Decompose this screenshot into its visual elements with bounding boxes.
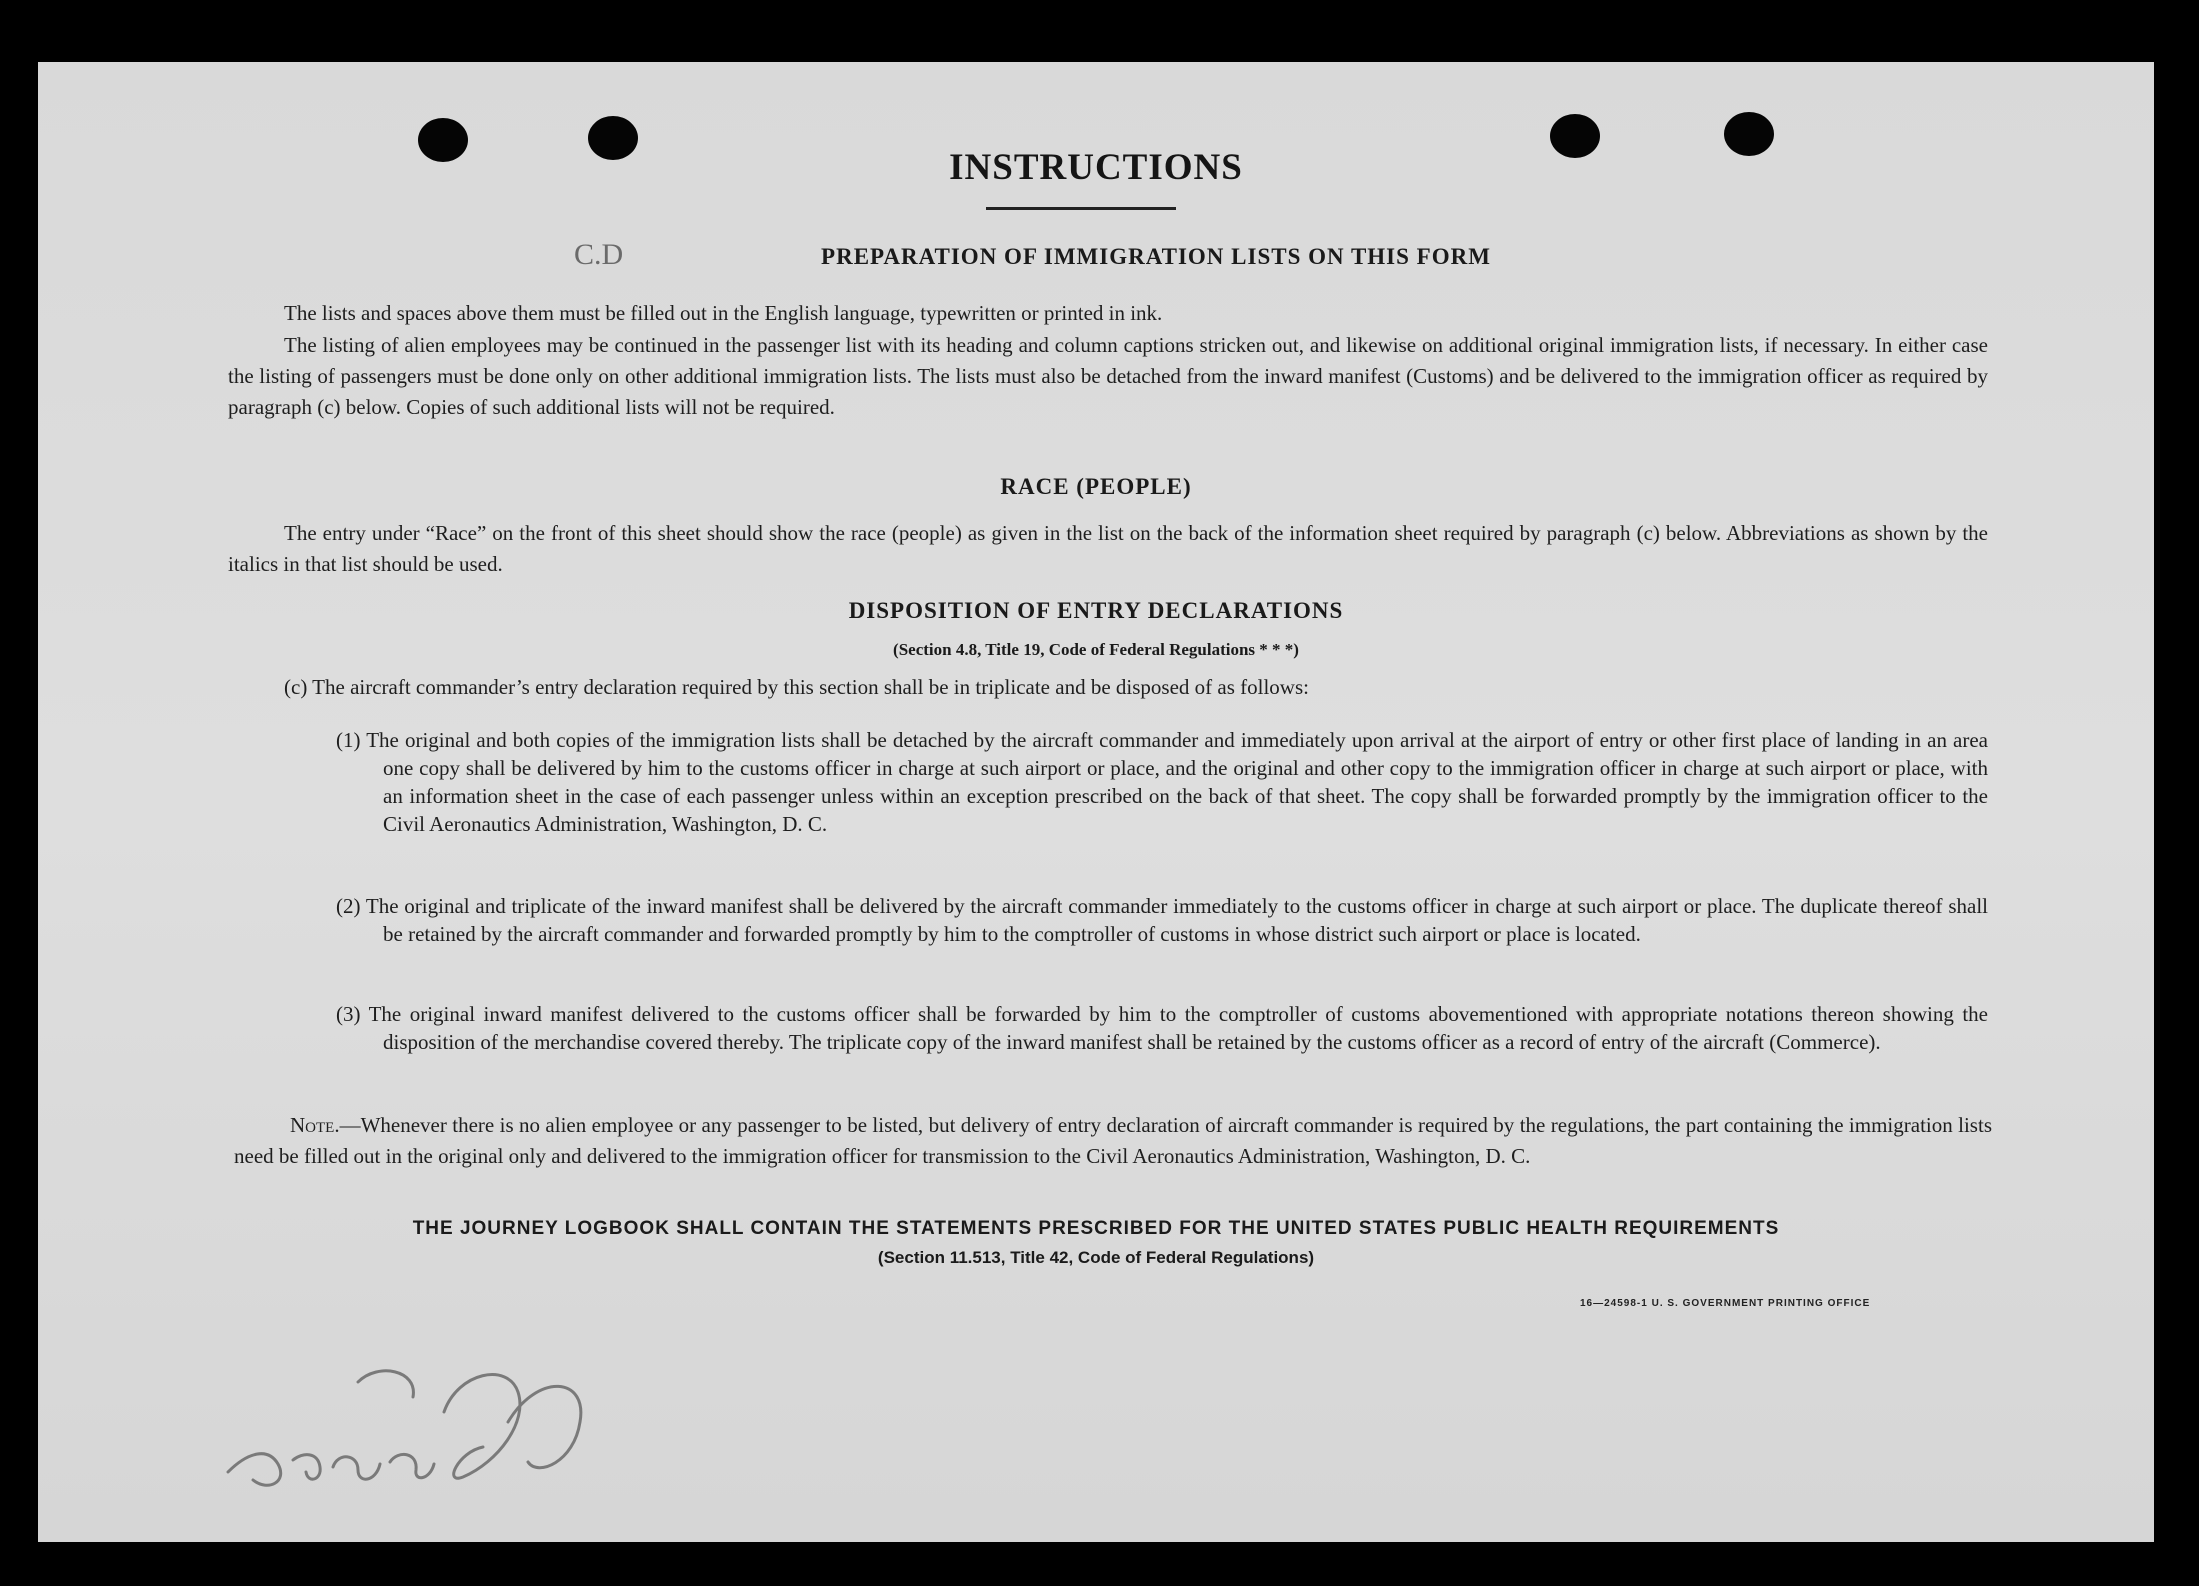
section-heading-disposition: DISPOSITION OF ENTRY DECLARATIONS xyxy=(848,598,1344,623)
list-item-3: (3) The original inward manifest delivered to the customs officer shall be forwarded by him to the comptroller of customs abovementioned with appropriate notations thereon showing the disposition of the merchandise covered thereby. The triplicate copy of the inward manifest shall be retained by the customs officer as a record of entry of the aircraft (Commerce). xyxy=(336,1002,1988,1054)
title-divider xyxy=(986,207,1176,210)
margin-mark: C.D xyxy=(574,238,624,271)
section-subheading-citation: (Section 4.8, Title 19, Code of Federal Regulations * * *) xyxy=(893,640,1299,659)
health-requirements-line: THE JOURNEY LOGBOOK SHALL CONTAIN THE STATEMENTS PRESCRIBED FOR THE UNITED STATES PUBLIC HEALTH REQUIREMENTS xyxy=(412,1218,1780,1239)
list-item-1: (1) The original and both copies of the immigration lists shall be detached by the aircraft commander and immediately upon arrival at the airport of entry or other first place of landing in an area one copy shall be delivered by him to the customs officer in charge at such airport or place, and the original and other copy to the immigration officer in charge at such airport or place, with an information sheet in the case of each passenger unless within an exception prescribed on the back of that sheet. The copy shall be forwarded promptly by the immigration officer to the Civil Aeronautics Administration, Washington, D. C. xyxy=(336,728,1988,836)
list-item-2: (2) The original and triplicate of the inward manifest shall be delivered by the aircraft commander immediately to the customs officer in charge at such airport or place. The duplicate thereof shall be retained by the aircraft commander and forwarded promptly by him to the comptroller of customs in whose district such airport or place is located. xyxy=(336,894,1988,946)
note-label: Note. xyxy=(290,1113,340,1137)
paragraph-race: The entry under “Race” on the front of this sheet should show the race (people) as given in the list on the back of the information sheet required by paragraph (c) below. Abbreviations as shown by the italics in that list should be used. xyxy=(228,521,1988,576)
note-text: —Whenever there is no alien employee or any passenger to be listed, but delivery of entry declaration of aircraft commander is required by the regulations, the part containing the immigration lists need be filled out in the original only and delivered to the immigration officer for transmission to the Civil Aeronautics Administration, Washington, D. C. xyxy=(234,1113,1992,1168)
section-heading-preparation: PREPARATION OF IMMIGRATION LISTS ON THIS FORM xyxy=(821,244,1491,269)
printer-imprint: 16—24598-1 U. S. GOVERNMENT PRINTING OFFICE xyxy=(1580,1298,1871,1309)
handwritten-signature xyxy=(208,1352,648,1512)
section-heading-race: RACE (PEOPLE) xyxy=(1000,474,1192,499)
paragraph-lists-language: The lists and spaces above them must be filled out in the English language, typewritten or printed in ink. xyxy=(284,301,1163,325)
paragraph-c-intro: (c) The aircraft commander’s entry declaration required by this section shall be in triplicate and be disposed of as follows: xyxy=(284,675,1309,699)
document-page xyxy=(38,62,2154,1542)
health-requirements-citation: (Section 11.513, Title 42, Code of Federal Regulations) xyxy=(877,1248,1315,1267)
paragraph-alien-employees: The listing of alien employees may be continued in the passenger list with its heading and column captions stricken out, and likewise on additional original immigration lists, if necessary. In either case the listing of passengers must be done only on other additional immigration lists. The lists must also be detached from the inward manifest (Customs) and be delivered to the immigration officer as required by paragraph (c) below. Copies of such additional lists will not be required. xyxy=(228,333,1988,419)
page-title: INSTRUCTIONS xyxy=(949,147,1243,188)
paragraph-note xyxy=(234,1110,1992,1172)
